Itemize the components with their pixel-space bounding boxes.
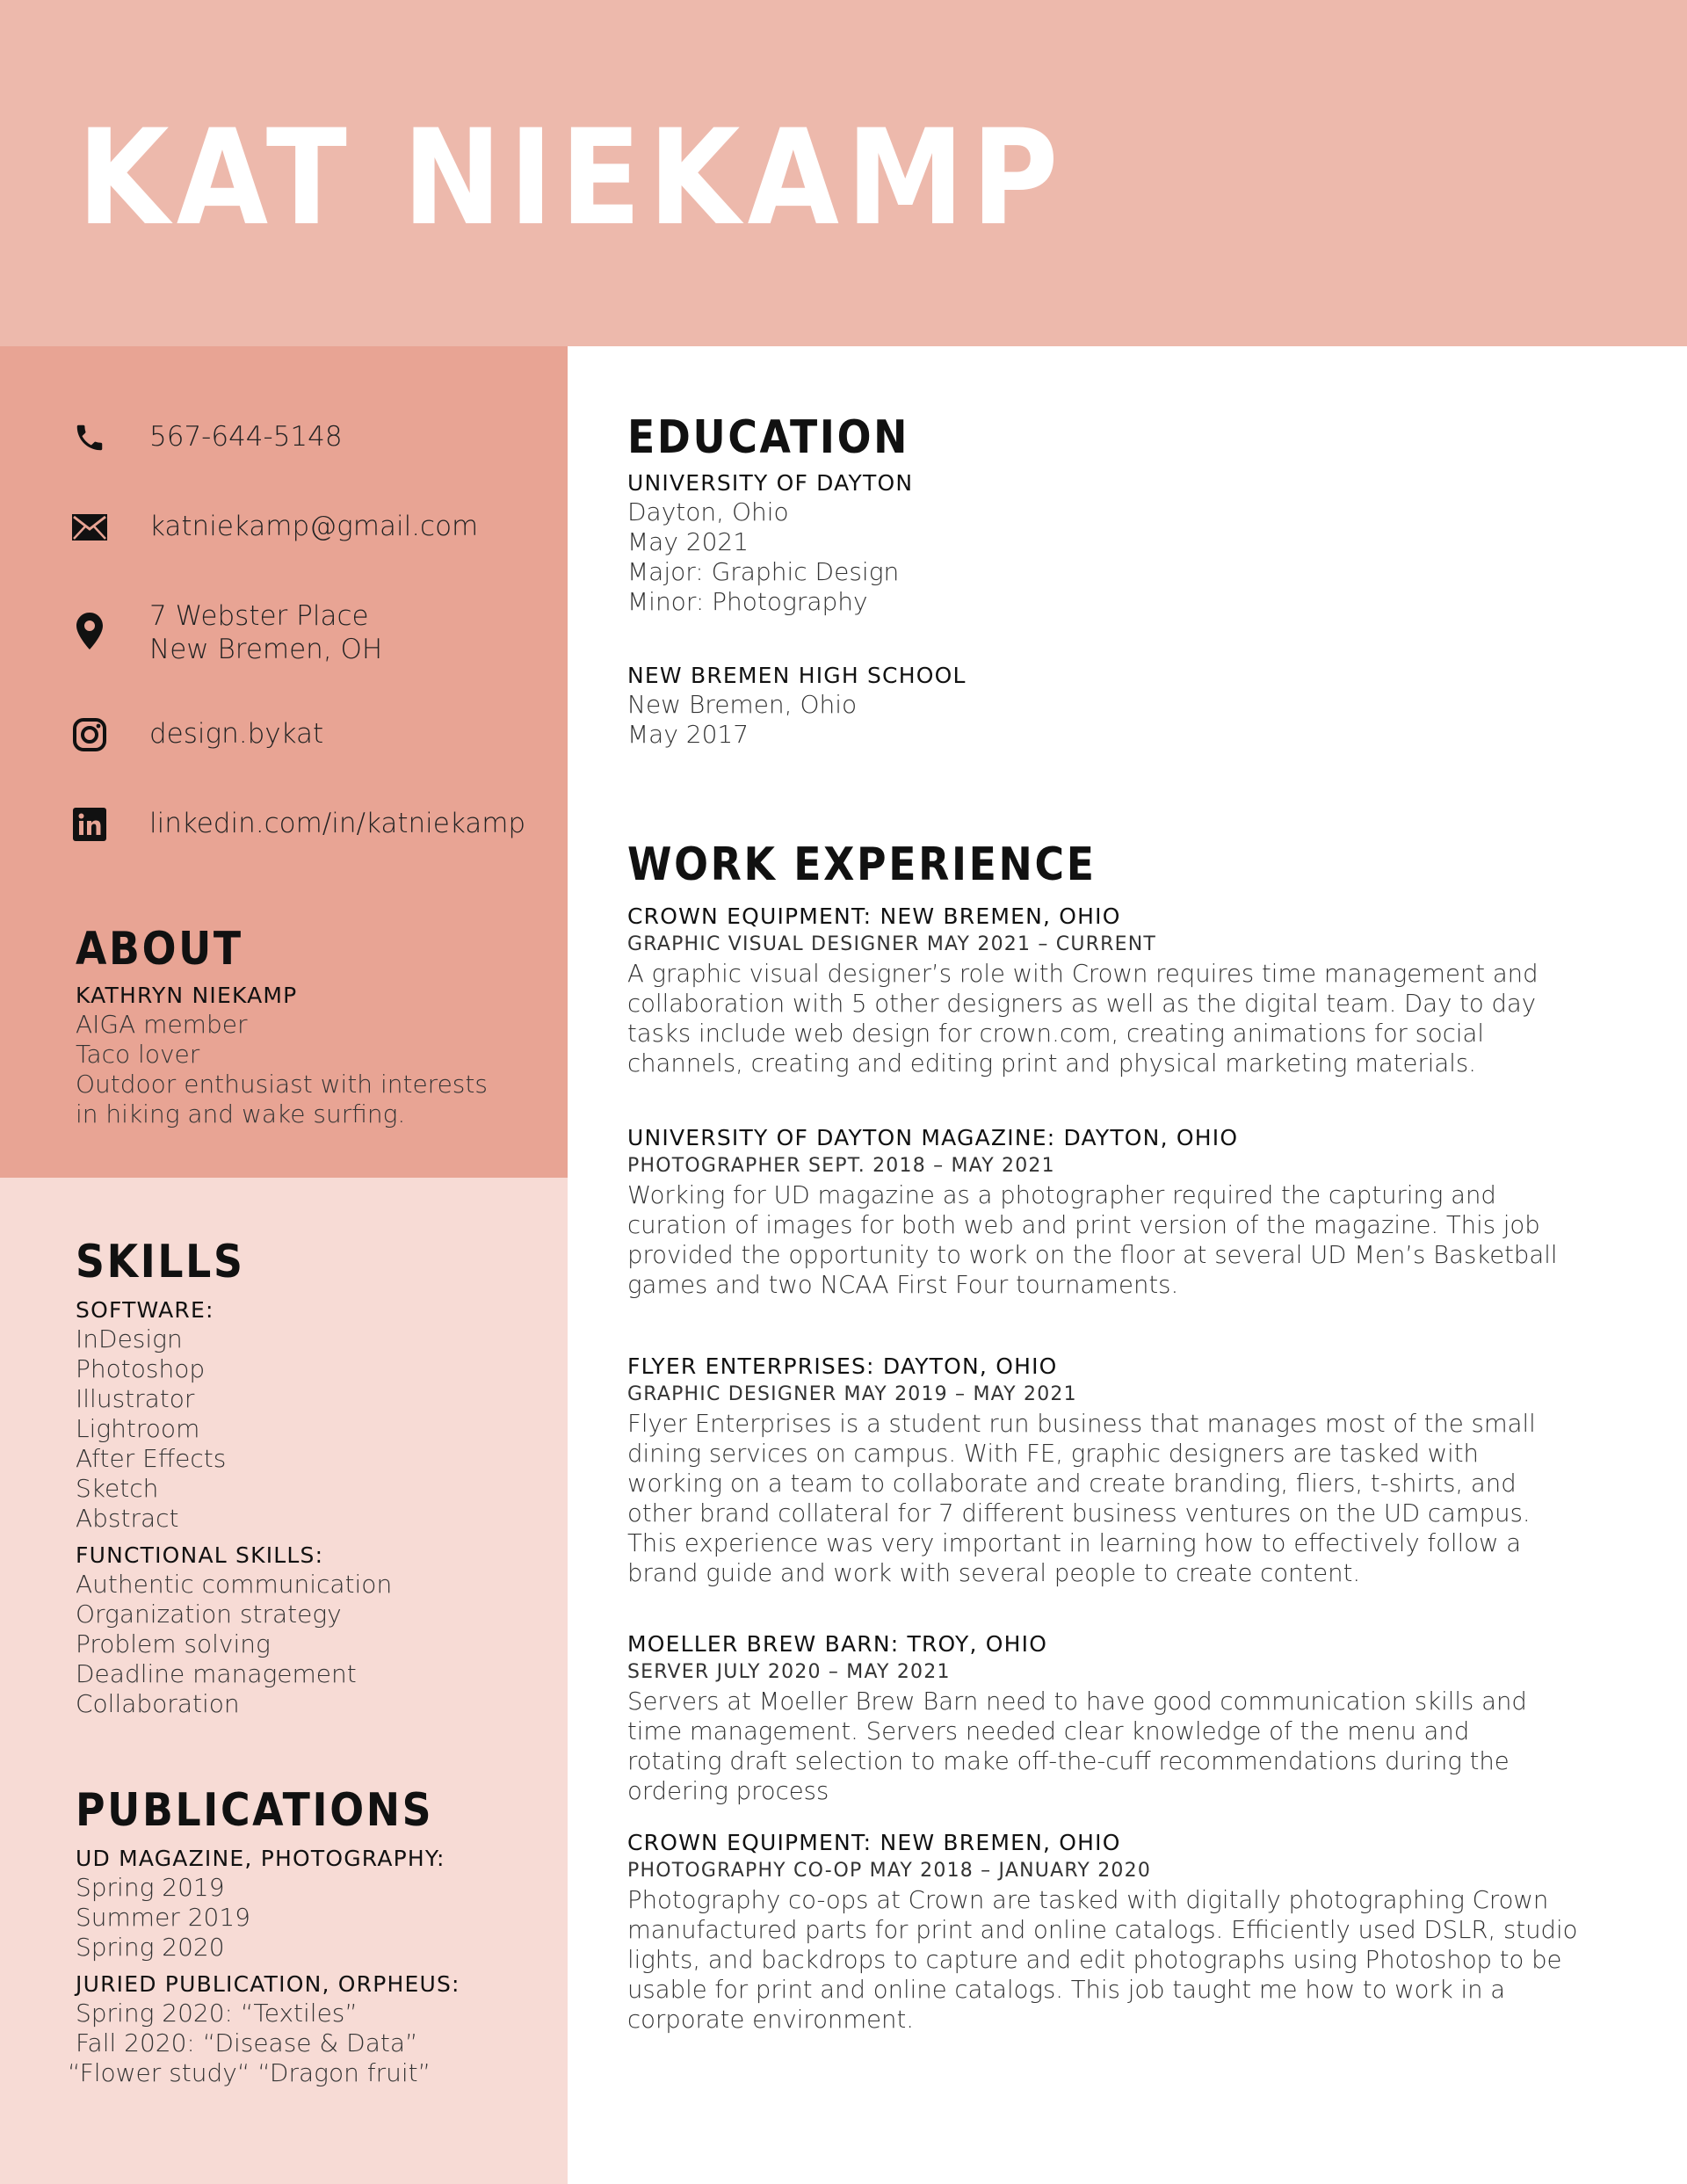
mail-icon (72, 510, 107, 545)
functional-skill: Organization strategy (76, 1600, 342, 1629)
school-name: UNIVERSITY OF DAYTON (627, 470, 914, 496)
job-role: SERVER JULY 2020 – MAY 2021 (627, 1661, 951, 1683)
job-entry (627, 902, 1594, 1078)
ud-magazine-label: UD MAGAZINE, PHOTOGRAPHY: (76, 1846, 445, 1871)
page-title: KAT NIEKAMP (77, 102, 1066, 255)
publication-item: “Flower study“ “Dragon fruit” (68, 2058, 431, 2087)
software-item: After Effects (76, 1444, 227, 1473)
contact-address (72, 599, 382, 666)
job-role: PHOTOGRAPHER SEPT. 2018 – MAY 2021 (627, 1155, 1055, 1177)
education-school (627, 468, 913, 617)
linkedin-icon (72, 807, 107, 842)
school-detail: Minor: Photography (627, 587, 868, 616)
job-employer: UNIVERSITY OF DAYTON MAGAZINE: DAYTON, OHIO (627, 1125, 1239, 1150)
functional-skill: Collaboration (76, 1689, 240, 1718)
phone-number[interactable]: 567-644-5148 (149, 421, 343, 453)
publication-item: Fall 2020: “Disease & Data” (76, 2028, 418, 2057)
about-line: Taco lover (76, 1040, 200, 1069)
functional-skills-label: FUNCTIONAL SKILLS: (76, 1542, 324, 1568)
linkedin-url[interactable]: linkedin.com/in/katniekamp (149, 808, 526, 839)
functional-skill: Deadline management (76, 1659, 357, 1688)
about-heading: ABOUT (76, 923, 243, 976)
job-employer: CROWN EQUIPMENT: NEW BREMEN, OHIO (627, 1830, 1121, 1855)
job-entry (627, 1352, 1576, 1588)
job-role: GRAPHIC DESIGNER MAY 2019 – MAY 2021 (627, 1383, 1077, 1405)
publication-item: Summer 2019 (76, 1903, 250, 1932)
job-description: Flyer Enterprises is a student run business that manages most of the small dining services on campus. With FE, graphic designers are tasked with working on a team to collaborate and create branding, fliers, t-shirts, and other brand collateral for 7 different business ventures on the UD campus. This experience was very important in learning how to effectively follow a brand guide and work with several people to create content. (627, 1410, 1536, 1587)
software-item: Lightroom (76, 1414, 200, 1443)
education-heading: EDUCATION (627, 411, 910, 464)
contact-instagram (72, 717, 323, 752)
publications-heading: PUBLICATIONS (76, 1784, 434, 1837)
functional-skill: Authentic communication (76, 1570, 393, 1599)
software-label: SOFTWARE: (76, 1297, 214, 1323)
job-description: A graphic visual designer’s role with Crown requires time management and collaboration with 5 other designers as well as the digital team. Day to day tasks include web design for crown.com, creating animations for social channels, creating and editing print and physical marketing materials. (627, 960, 1539, 1077)
about-section (76, 981, 488, 1129)
header-banner (0, 0, 1687, 346)
software-item: Photoshop (76, 1354, 206, 1383)
instagram-icon (72, 717, 107, 752)
work-experience-heading: WORK EXPERIENCE (627, 838, 1097, 891)
job-role: PHOTOGRAPHY CO-OP MAY 2018 – JANUARY 2020 (627, 1860, 1152, 1882)
software-item: Illustrator (76, 1384, 195, 1413)
about-line: in hiking and wake surfing. (76, 1099, 406, 1128)
location-pin-icon (72, 613, 107, 649)
contact-email (72, 510, 478, 545)
skills-section (76, 1295, 392, 1719)
publication-item: Spring 2019 (76, 1873, 225, 1902)
school-detail: Major: Graphic Design (627, 557, 900, 586)
functional-skill: Problem solving (76, 1629, 271, 1658)
contact-linkedin (72, 807, 525, 842)
skills-heading: SKILLS (76, 1236, 245, 1288)
job-employer: FLYER ENTERPRISES: DAYTON, OHIO (627, 1353, 1058, 1379)
software-item: InDesign (76, 1324, 183, 1353)
school-detail: Dayton, Ohio (627, 497, 789, 526)
school-detail: May 2017 (627, 720, 749, 749)
software-item: Abstract (76, 1504, 179, 1533)
job-entry (627, 1828, 1594, 2035)
street-address: 7 Webster Place New Bremen, OH (149, 600, 383, 665)
job-employer: MOELLER BREW BARN: TROY, OHIO (627, 1631, 1048, 1657)
school-detail: New Bremen, Ohio (627, 690, 858, 719)
school-name: NEW BREMEN HIGH SCHOOL (627, 663, 967, 688)
publication-item: Spring 2020: “Textiles” (76, 1999, 358, 2028)
about-name: KATHRYN NIEKAMP (76, 983, 298, 1008)
about-line: AIGA member (76, 1010, 248, 1039)
job-description: Working for UD magazine as a photographer required the capturing and curation of images for both web and print version of the magazine. This job provided the opportunity to work on the floor at several UD Men’s Basketball games and two NCAA First Four tournaments. (627, 1181, 1558, 1299)
job-description: Photography co-ops at Crown are tasked with digitally photographing Crown manufactured parts for print and online catalogs. Efficiently used DSLR, studio lights, and backdrops to capture and edit photographs using Photoshop to be usable for print and online catalogs. This job taught me how to work in a corporate environment. (627, 1886, 1578, 2034)
job-role: GRAPHIC VISUAL DESIGNER MAY 2021 – CURRENT (627, 933, 1156, 955)
phone-icon (72, 420, 107, 455)
publication-item: Spring 2020 (76, 1933, 225, 1962)
software-item: Sketch (76, 1474, 159, 1503)
school-detail: May 2021 (627, 527, 749, 556)
about-line: Outdoor enthusiast with interests (76, 1070, 488, 1099)
publications-section (68, 1844, 460, 2088)
job-entry (627, 1629, 1559, 1806)
contact-phone (72, 420, 343, 455)
job-entry (627, 1123, 1559, 1300)
juried-publication-label: JURIED PUBLICATION, ORPHEUS: (76, 1971, 460, 1997)
email-address[interactable]: katniekamp@gmail.com (149, 511, 479, 542)
job-description: Servers at Moeller Brew Barn need to have good communication skills and time management. Servers needed clear knowledge of the menu and rotating draft selection to make off-the-cuff recommendations during the ordering process (627, 1687, 1527, 1805)
instagram-handle[interactable]: design.bykat (149, 718, 324, 750)
job-employer: CROWN EQUIPMENT: NEW BREMEN, OHIO (627, 903, 1121, 929)
education-school (627, 661, 967, 750)
